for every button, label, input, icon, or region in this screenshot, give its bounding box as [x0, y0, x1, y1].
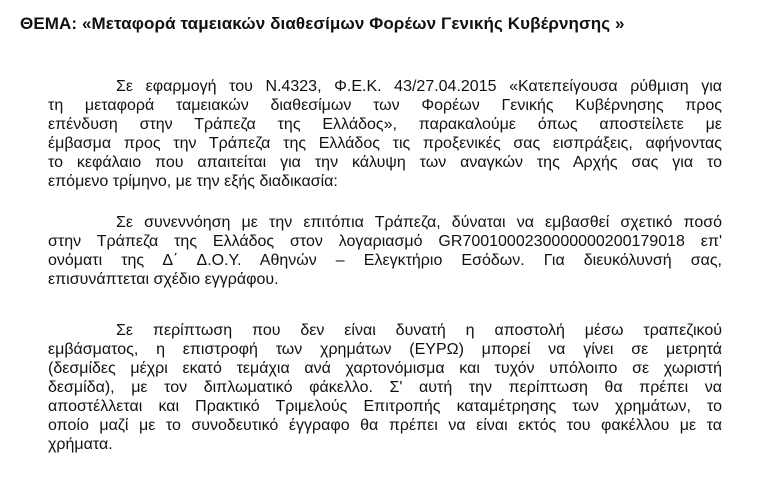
paragraph-line: Σε εφαρμογή του Ν.4323, Φ.Ε.Κ. 43/27.04.2015 «Κατεπείγουσα ρύθμιση για	[116, 78, 722, 95]
paragraph-line: οποίο μαζί με το συνοδευτικό έγγραφο θα πρέπει να είναι εκτός του φακέλλου με τα	[48, 417, 722, 434]
paragraph-line: ονόματι της Δ΄ Δ.Ο.Υ. Αθηνών – Ελεγκτήριο Εσόδων. Για διευκόλυνσή σας,	[48, 252, 722, 269]
paragraph-line: επένδυση στην Τράπεζα της Ελλάδος», παρακαλούμε όπως αποστείλετε με	[48, 116, 722, 133]
paragraph-line: εμβάσματος, η επιστροφή των χρημάτων (ΕΥΡΩ) μπορεί να γίνει σε μετρητά	[48, 341, 722, 358]
paragraph-line: επόμενο τρίμηνο, με την εξής διαδικασία:	[48, 173, 338, 190]
paragraph-bank-transfer	[48, 213, 722, 289]
paragraph-line: δεσμίδα), με τον διπλωματικό φάκελλο. Σ' αυτή την περίπτωση θα πρέπει να	[48, 379, 722, 396]
document-subject: ΘΕΜΑ: «Μεταφορά ταμειακών διαθεσίμων Φορέων Γενικής Κυβέρνησης »	[20, 14, 625, 33]
paragraph-line: Σε περίπτωση που δεν είναι δυνατή η αποστολή μέσω τραπεζικού	[116, 322, 722, 339]
paragraph-line: το κεφάλαιο που απαιτείται για την κάλυψη των αναγκών της Αρχής σας για το	[48, 154, 722, 171]
paragraph-line: χρήματα.	[48, 436, 113, 453]
paragraph-line: έμβασμα προς την Τράπεζα της Ελλάδος τις προξενικές σας εισπράξεις, αφήνοντας	[48, 135, 722, 152]
paragraph-line: στην Τράπεζα της Ελλάδος στον λογαριασμό GR7001000230000000200179018 επ'	[48, 233, 722, 250]
paragraph-cash-return	[48, 321, 722, 454]
paragraph-line: αποστέλλεται και Πρακτικό Τριμελούς Επιτροπής καταμέτρησης των χρημάτων, το	[48, 398, 722, 415]
paragraph-line: επισυνάπτεται σχέδιο εγγράφου.	[48, 271, 279, 288]
paragraph-line: τη μεταφορά ταμειακών διαθεσίμων των Φορέων Γενικής Κυβέρνησης προς	[48, 97, 722, 114]
paragraph-line: Σε συνεννόηση με την επιτόπια Τράπεζα, δύναται να εμβασθεί σχετικό ποσό	[116, 214, 722, 231]
paragraph-line: (δεσμίδες μέχρι εκατό τεμάχια ανά χαρτονόμισμα και τυχόν υπόλοιπο σε χωριστή	[48, 360, 722, 377]
paragraph-legal-basis	[48, 77, 722, 191]
